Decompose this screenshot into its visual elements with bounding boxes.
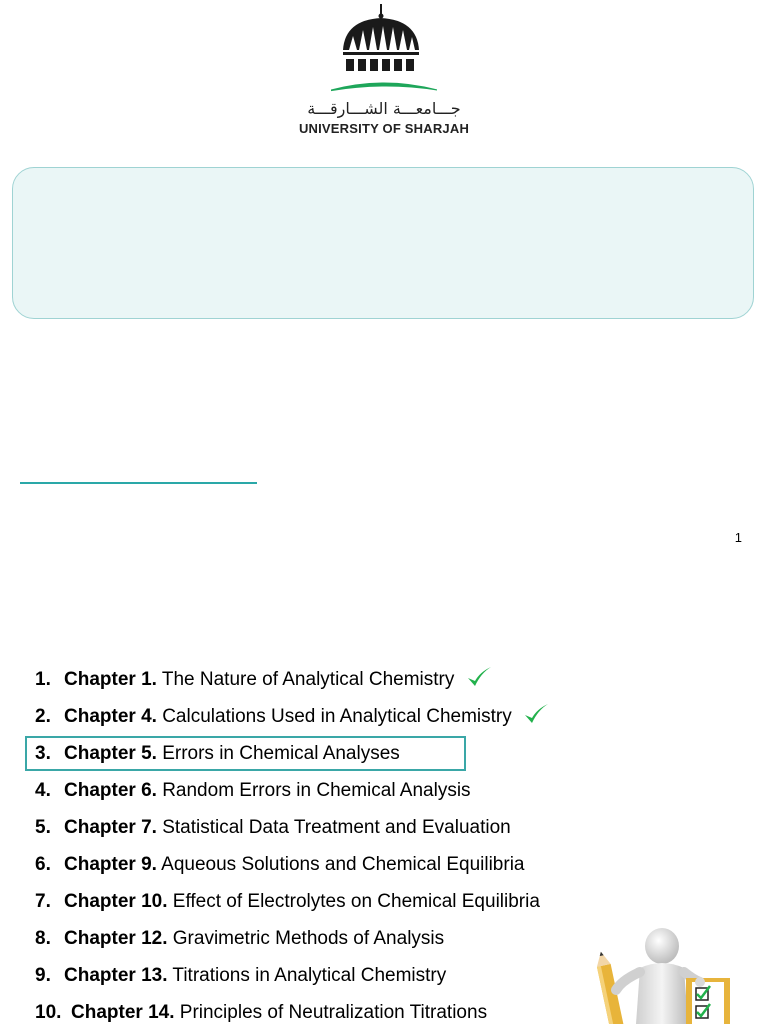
check-mark-icon [523, 702, 549, 726]
chapter-item-title: Gravimetric Methods of Analysis [172, 928, 445, 949]
chapter-item [35, 920, 549, 957]
chapter-item-number: 4. [35, 780, 51, 801]
chapter-item-chapter: Chapter 7. [64, 817, 157, 838]
chapter-item-title: Aqueous Solutions and Chemical Equilibria [161, 854, 525, 875]
chapter-item-title: Calculations Used in Analytical Chemistry [162, 706, 512, 727]
chapter-item-chapter: Chapter 1. [64, 669, 157, 690]
chapter-item-number: 2. [35, 706, 51, 727]
chapter-item-title: The Nature of Analytical Chemistry [161, 669, 455, 690]
chapter-item-number: 10. [35, 1002, 62, 1023]
chapter-item [35, 883, 549, 920]
chapter-item [35, 661, 549, 698]
chapter-item [35, 994, 549, 1031]
chapter-item-chapter: Chapter 13. [64, 965, 168, 986]
chapter-item-number: 1. [35, 669, 51, 690]
chapter-item-number: 9. [35, 965, 51, 986]
chapter-item-chapter: Chapter 9. [64, 854, 157, 875]
title-box [12, 167, 754, 319]
chapter-item [35, 846, 549, 883]
chapter-item-chapter: Chapter 14. [71, 1002, 175, 1023]
chapter-item-number: 6. [35, 854, 51, 875]
university-name-arabic: جـــامعـــة الشـــارقـــة [307, 99, 461, 118]
chapter-item-title: Titrations in Analytical Chemistry [172, 965, 447, 986]
page-number: 1 [734, 530, 742, 545]
university-dome-logo-icon [331, 2, 437, 94]
person-with-pencil-checklist-icon [582, 920, 752, 1024]
chapter-item-chapter: Chapter 5. [64, 743, 157, 764]
university-logo [0, 0, 768, 150]
chapter-item-number: 3. [35, 743, 51, 764]
chapter-item [35, 809, 549, 846]
chapter-item-chapter: Chapter 10. [64, 891, 168, 912]
chapter-item-chapter: Chapter 12. [64, 928, 168, 949]
chapter-item-title: Principles of Neutralization Titrations [179, 1002, 488, 1023]
chapter-item-number: 8. [35, 928, 51, 949]
chapter-item [35, 698, 549, 735]
chapter-item [35, 772, 549, 809]
chapter-item-chapter: Chapter 4. [64, 706, 157, 727]
check-mark-icon [466, 665, 492, 689]
chapter-item-number: 5. [35, 817, 51, 838]
chapter-item-title: Random Errors in Chemical Analysis [162, 780, 471, 801]
divider-line [20, 482, 257, 484]
university-name-english: UNIVERSITY OF SHARJAH [298, 121, 470, 136]
chapter-item-chapter: Chapter 6. [64, 780, 157, 801]
chapter-item-title: Effect of Electrolytes on Chemical Equilibria [172, 891, 540, 912]
chapter-item-title: Statistical Data Treatment and Evaluation [162, 817, 511, 838]
chapter-item [35, 735, 549, 772]
chapter-item-title: Errors in Chemical Analyses [162, 743, 400, 764]
chapter-list [35, 661, 549, 1031]
chapter-item-number: 7. [35, 891, 51, 912]
chapter-item [35, 957, 549, 994]
